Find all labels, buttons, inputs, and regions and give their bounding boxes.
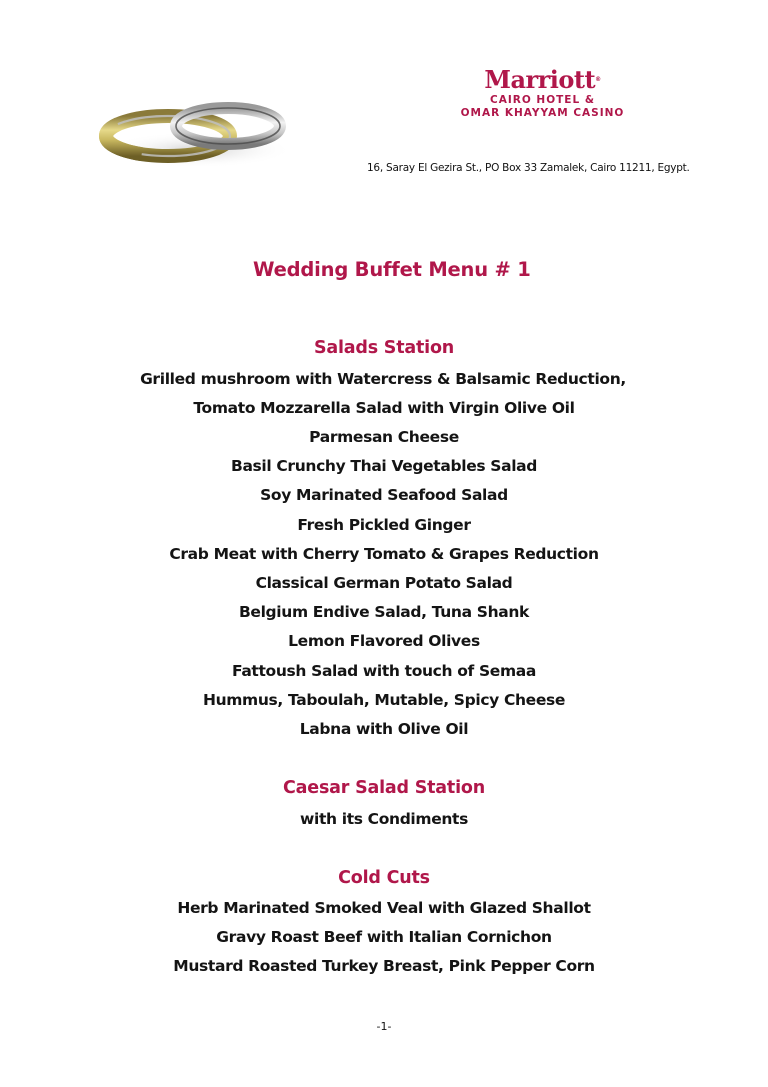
registered-mark: ® [595, 76, 601, 83]
cold-cuts-heading: Cold Cuts [338, 868, 430, 888]
logo-line-1: CAIRO HOTEL & [490, 94, 595, 106]
hotel-address: 16, Saray El Gezira St., PO Box 33 Zamalek, Cairo 11211, Egypt. [367, 162, 690, 174]
menu-item: Basil Crunchy Thai Vegetables Salad [230, 457, 538, 475]
page-number: -1- [376, 1020, 392, 1033]
logo-wordmark-text: Marriott [484, 65, 596, 94]
caesar-station-heading: Caesar Salad Station [283, 778, 485, 798]
menu-item: Grilled mushroom with Watercress & Balsamic Reduction, [140, 370, 626, 388]
hotel-logo [450, 66, 635, 120]
wedding-rings-image [98, 92, 293, 172]
logo-wordmark [450, 66, 635, 94]
menu-item: Crab Meat with Cherry Tomato & Grapes Reduction [169, 545, 599, 563]
caesar-station-subtitle: with its Condiments [300, 810, 468, 828]
menu-item: Soy Marinated Seafood Salad [260, 486, 508, 504]
menu-item: Herb Marinated Smoked Veal with Glazed Shallot [177, 899, 591, 917]
menu-item: Classical German Potato Salad [255, 574, 513, 592]
menu-item: Labna with Olive Oil [299, 720, 469, 738]
menu-item: Mustard Roasted Turkey Breast, Pink Pepper Corn [173, 957, 595, 975]
menu-item: Gravy Roast Beef with Italian Cornichon [216, 928, 552, 946]
menu-item: Hummus, Taboulah, Mutable, Spicy Cheese [202, 691, 566, 709]
menu-item: Parmesan Cheese [309, 428, 459, 446]
menu-item: Tomato Mozzarella Salad with Virgin Olive Oil [193, 399, 575, 417]
menu-item: Belgium Endive Salad, Tuna Shank [238, 603, 530, 621]
menu-item: Fresh Pickled Ginger [297, 516, 471, 534]
logo-line-2: OMAR KHAYYAM CASINO [460, 107, 625, 119]
salads-station-heading: Salads Station [313, 338, 455, 358]
menu-item: Fattoush Salad with touch of Semaa [231, 662, 536, 680]
menu-item: Lemon Flavored Olives [288, 632, 480, 650]
menu-title: Wedding Buffet Menu # 1 [253, 258, 531, 281]
